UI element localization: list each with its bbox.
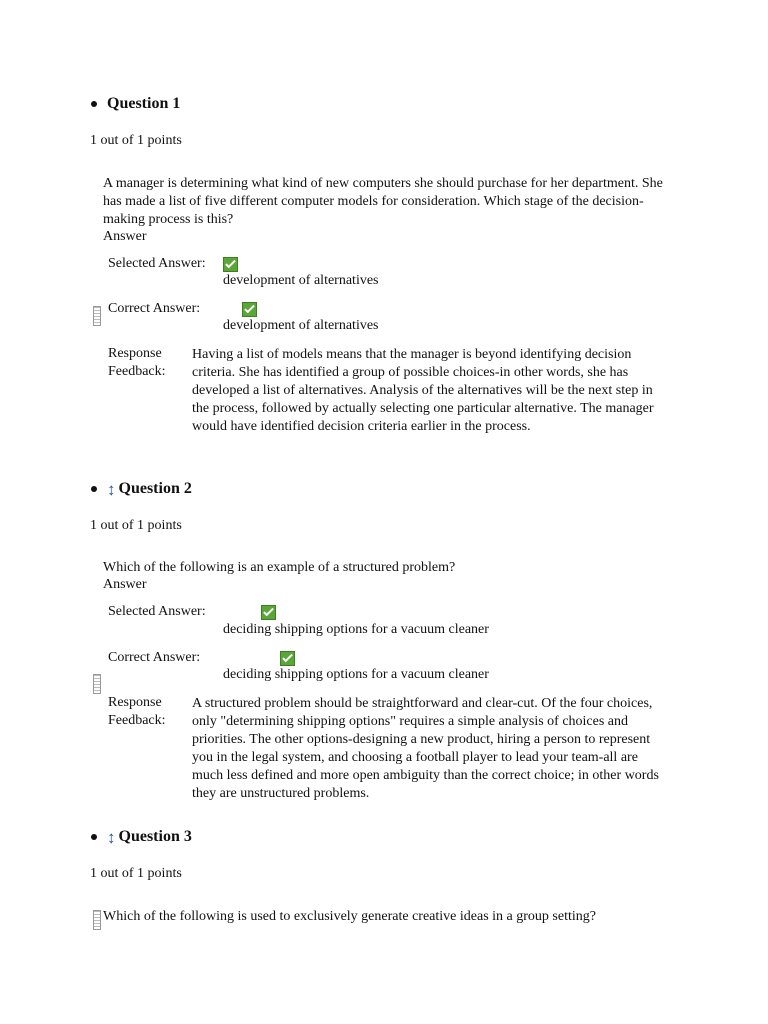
bullet-icon: [91, 486, 97, 492]
question-2-selected-label: Selected Answer:: [108, 604, 206, 619]
question-2-selected-value: deciding shipping options for a vacuum cleaner: [223, 622, 489, 637]
question-1-header: [88, 95, 180, 113]
question-1-feedback: Having a list of models means that the manager is beyond identifying decision criteria. She has identified a group of possible choices-in other words, she has developed a list of alternatives. Analysis of the alternatives will be the next step in the process, followed by actually selecting one particular alternative. The manager would have identified decision criteria earlier in the process.: [192, 347, 654, 434]
question-2-header: [88, 480, 192, 498]
question-3-header: [88, 828, 192, 846]
question-1-text: A manager is determining what kind of new computers she should purchase for her department. She has made a list of five different computer models for consideration. Which stage of the decision-making process is this?: [103, 176, 663, 227]
question-2-correct-value: deciding shipping options for a vacuum cleaner: [223, 667, 489, 682]
question-1-correct-label: Correct Answer:: [108, 301, 201, 316]
question-1-feedback-label-2: Feedback:: [108, 364, 166, 379]
correct-check-icon: [261, 605, 276, 620]
question-1-title: Question 1: [107, 95, 181, 112]
question-2-feedback-label: Response: [108, 695, 162, 710]
question-2-feedback: A structured problem should be straightforward and clear-cut. Of the four choices, only "determining shipping options" requires a simple analysis of choices and priorities. The other options-designing a new product, hiring a person to represent you in the legal system, and choosing a football player to lead your team-all are much less defined and more open ambiguity than the correct choice; in other words they are unstructured problems.: [192, 696, 659, 801]
question-1-answer-label: Answer: [103, 229, 147, 244]
question-3-title: Question 3: [118, 828, 192, 845]
question-2-feedback-label-2: Feedback:: [108, 713, 166, 728]
question-1-selected-value: development of alternatives: [223, 273, 379, 288]
question-1-points: 1 out of 1 points: [90, 133, 182, 148]
correct-check-icon: [223, 257, 238, 272]
question-1-correct-value: development of alternatives: [223, 318, 379, 333]
drag-handle-icon[interactable]: [93, 674, 101, 694]
question-2-answer-label: Answer: [103, 577, 147, 592]
question-1-selected-label: Selected Answer:: [108, 256, 206, 271]
question-2-title: Question 2: [118, 480, 192, 497]
bullet-icon: [91, 101, 97, 107]
drag-handle-icon[interactable]: [93, 910, 101, 930]
question-1-feedback-label: Response: [108, 346, 162, 361]
correct-check-icon: [280, 651, 295, 666]
correct-check-icon: [242, 302, 257, 317]
question-3-points: 1 out of 1 points: [90, 866, 182, 881]
question-2-correct-label: Correct Answer:: [108, 650, 201, 665]
question-2-points: 1 out of 1 points: [90, 518, 182, 533]
reorder-arrow-icon[interactable]: ↕: [107, 827, 116, 847]
question-2-text: Which of the following is an example of a structured problem?: [103, 560, 456, 575]
reorder-arrow-icon[interactable]: ↕: [107, 479, 116, 499]
question-3-text: Which of the following is used to exclusively generate creative ideas in a group setting?: [103, 909, 596, 924]
bullet-icon: [91, 834, 97, 840]
drag-handle-icon[interactable]: [93, 306, 101, 326]
